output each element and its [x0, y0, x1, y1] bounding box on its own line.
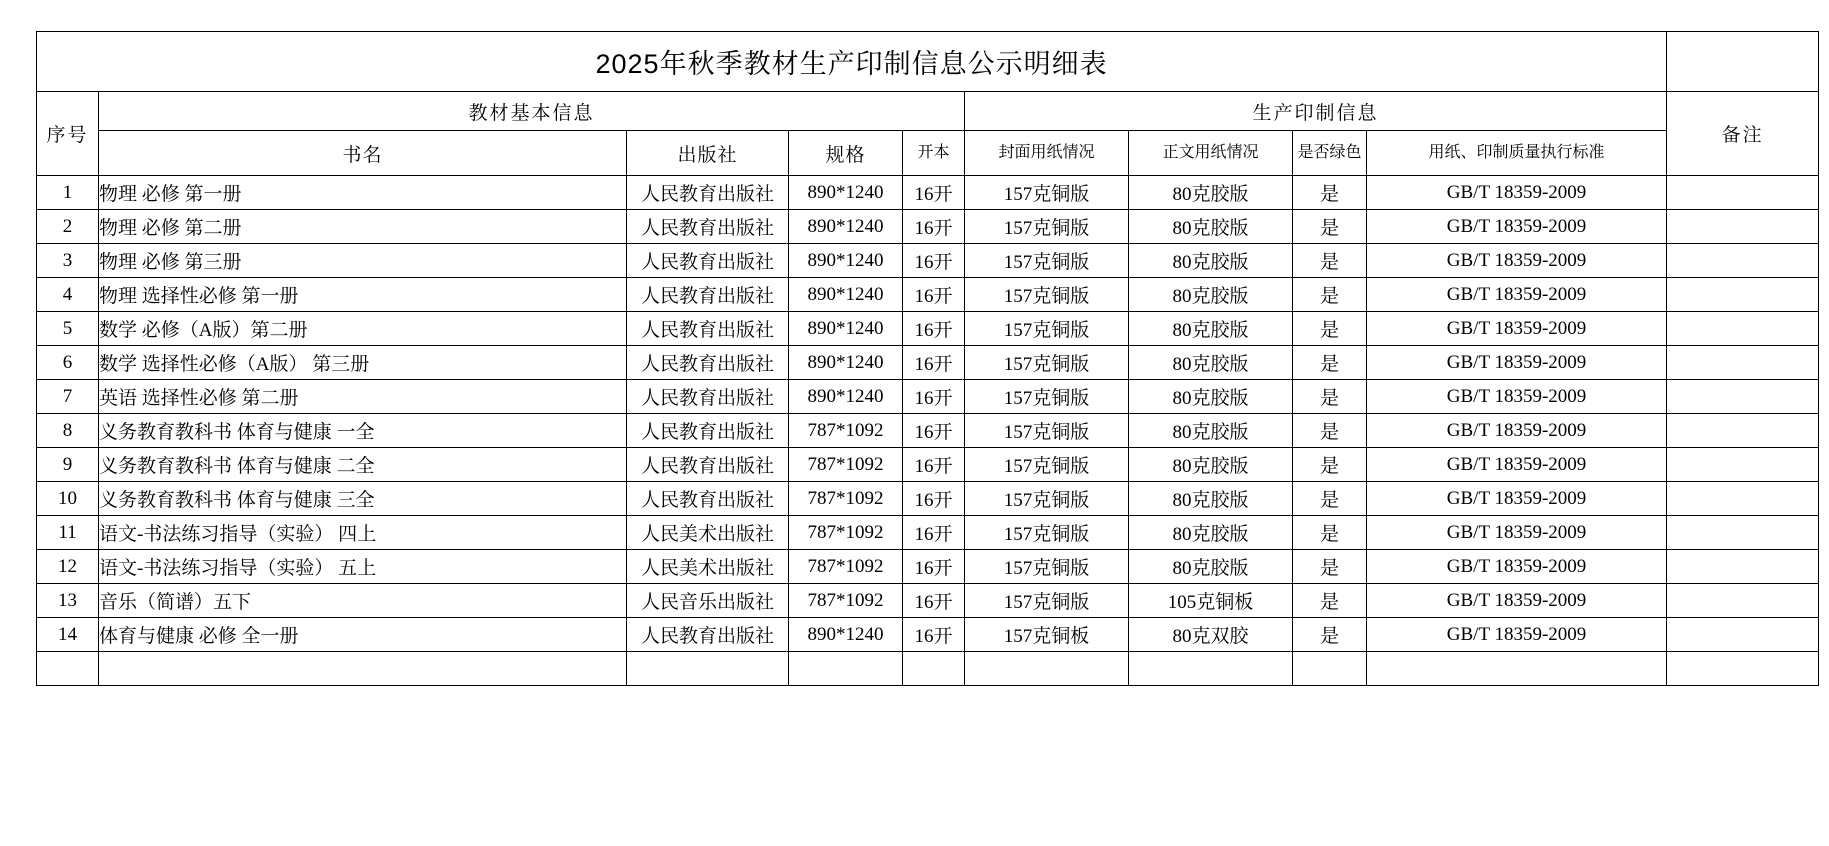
- cell-standard: GB/T 18359-2009: [1367, 414, 1667, 448]
- cell-text-paper: 80克胶版: [1129, 176, 1293, 210]
- cell-is-green: 是: [1293, 176, 1367, 210]
- cell-book-name: 物理 必修 第三册: [99, 244, 627, 278]
- cell-seq: 9: [37, 448, 99, 482]
- header-is-green: 是否绿色: [1293, 131, 1367, 176]
- title-row: [37, 32, 1819, 92]
- cell-cover-paper: 157克铜版: [965, 380, 1129, 414]
- cell-is-green: 是: [1293, 380, 1367, 414]
- cell-book-name: 义务教育教科书 体育与健康 一全: [99, 414, 627, 448]
- cell-remark: [1667, 584, 1819, 618]
- table-row: [37, 618, 1819, 652]
- cell-book-name: 物理 必修 第一册: [99, 176, 627, 210]
- cell-spec: 890*1240: [789, 380, 903, 414]
- cell-text-paper: 80克胶版: [1129, 346, 1293, 380]
- cell-book-name: 语文-书法练习指导（实验） 四上: [99, 516, 627, 550]
- cell-text-paper: 80克胶版: [1129, 448, 1293, 482]
- cell-is-green: 是: [1293, 482, 1367, 516]
- cell-remark: [1667, 414, 1819, 448]
- cell-format: 16开: [903, 244, 965, 278]
- cell-text-paper: [1129, 652, 1293, 686]
- cell-seq: 11: [37, 516, 99, 550]
- title-blank-cell: [1667, 32, 1819, 92]
- cell-cover-paper: 157克铜版: [965, 448, 1129, 482]
- cell-cover-paper: 157克铜板: [965, 618, 1129, 652]
- cell-book-name: 语文-书法练习指导（实验） 五上: [99, 550, 627, 584]
- table-row: [37, 346, 1819, 380]
- header-publisher: 出版社: [627, 131, 789, 176]
- cell-publisher: 人民美术出版社: [627, 516, 789, 550]
- cell-spec: 787*1092: [789, 584, 903, 618]
- cell-remark: [1667, 176, 1819, 210]
- cell-remark: [1667, 244, 1819, 278]
- table-row: [37, 176, 1819, 210]
- cell-seq: 4: [37, 278, 99, 312]
- cell-text-paper: 105克铜板: [1129, 584, 1293, 618]
- cell-seq: 3: [37, 244, 99, 278]
- cell-seq: 6: [37, 346, 99, 380]
- cell-standard: GB/T 18359-2009: [1367, 176, 1667, 210]
- cell-format: 16开: [903, 278, 965, 312]
- cell-seq: 2: [37, 210, 99, 244]
- cell-is-green: 是: [1293, 278, 1367, 312]
- cell-spec: 787*1092: [789, 414, 903, 448]
- cell-is-green: 是: [1293, 618, 1367, 652]
- cell-book-name: 物理 必修 第二册: [99, 210, 627, 244]
- cell-text-paper: 80克胶版: [1129, 278, 1293, 312]
- cell-remark: [1667, 652, 1819, 686]
- table-row: [37, 380, 1819, 414]
- cell-is-green: [1293, 652, 1367, 686]
- cell-book-name: 数学 必修（A版）第二册: [99, 312, 627, 346]
- table-row: [37, 414, 1819, 448]
- cell-standard: [1367, 652, 1667, 686]
- cell-standard: GB/T 18359-2009: [1367, 482, 1667, 516]
- cell-format: 16开: [903, 584, 965, 618]
- cell-seq: 1: [37, 176, 99, 210]
- cell-spec: 787*1092: [789, 516, 903, 550]
- cell-format: 16开: [903, 516, 965, 550]
- cell-spec: 787*1092: [789, 482, 903, 516]
- cell-format: 16开: [903, 482, 965, 516]
- cell-spec: [789, 652, 903, 686]
- cell-is-green: 是: [1293, 516, 1367, 550]
- cell-remark: [1667, 448, 1819, 482]
- cell-publisher: 人民教育出版社: [627, 244, 789, 278]
- cell-spec: 890*1240: [789, 244, 903, 278]
- cell-spec: 787*1092: [789, 448, 903, 482]
- cell-format: 16开: [903, 414, 965, 448]
- cell-book-name: [99, 652, 627, 686]
- header-spec: 规格: [789, 131, 903, 176]
- cell-cover-paper: [965, 652, 1129, 686]
- cell-text-paper: 80克胶版: [1129, 244, 1293, 278]
- cell-publisher: 人民教育出版社: [627, 448, 789, 482]
- cell-publisher: 人民美术出版社: [627, 550, 789, 584]
- cell-book-name: 义务教育教科书 体育与健康 三全: [99, 482, 627, 516]
- cell-seq: 10: [37, 482, 99, 516]
- cell-publisher: 人民教育出版社: [627, 380, 789, 414]
- cell-remark: [1667, 210, 1819, 244]
- cell-standard: GB/T 18359-2009: [1367, 448, 1667, 482]
- cell-cover-paper: 157克铜版: [965, 210, 1129, 244]
- cell-remark: [1667, 618, 1819, 652]
- cell-book-name: 物理 选择性必修 第一册: [99, 278, 627, 312]
- cell-remark: [1667, 380, 1819, 414]
- cell-standard: GB/T 18359-2009: [1367, 516, 1667, 550]
- cell-text-paper: 80克胶版: [1129, 550, 1293, 584]
- cell-is-green: 是: [1293, 312, 1367, 346]
- cell-publisher: 人民教育出版社: [627, 176, 789, 210]
- table-row: [37, 516, 1819, 550]
- cell-remark: [1667, 550, 1819, 584]
- table-row: [37, 482, 1819, 516]
- cell-remark: [1667, 312, 1819, 346]
- cell-publisher: 人民教育出版社: [627, 618, 789, 652]
- cell-cover-paper: 157克铜版: [965, 516, 1129, 550]
- table-row: [37, 550, 1819, 584]
- cell-standard: GB/T 18359-2009: [1367, 346, 1667, 380]
- table-row: [37, 244, 1819, 278]
- cell-book-name: 数学 选择性必修（A版） 第三册: [99, 346, 627, 380]
- cell-cover-paper: 157克铜版: [965, 346, 1129, 380]
- cell-publisher: 人民教育出版社: [627, 346, 789, 380]
- header-column-row: [37, 131, 1819, 176]
- cell-remark: [1667, 346, 1819, 380]
- cell-cover-paper: 157克铜版: [965, 584, 1129, 618]
- cell-seq: 13: [37, 584, 99, 618]
- cell-format: 16开: [903, 346, 965, 380]
- cell-book-name: 义务教育教科书 体育与健康 二全: [99, 448, 627, 482]
- header-book-name: 书名: [99, 131, 627, 176]
- table-row: [37, 584, 1819, 618]
- cell-cover-paper: 157克铜版: [965, 414, 1129, 448]
- cell-spec: 787*1092: [789, 550, 903, 584]
- cell-cover-paper: 157克铜版: [965, 550, 1129, 584]
- page-title: 2025年秋季教材生产印制信息公示明细表: [37, 32, 1667, 92]
- textbook-production-table: [36, 31, 1819, 686]
- cell-cover-paper: 157克铜版: [965, 244, 1129, 278]
- cell-standard: GB/T 18359-2009: [1367, 210, 1667, 244]
- cell-cover-paper: 157克铜版: [965, 312, 1129, 346]
- table-row: [37, 278, 1819, 312]
- cell-spec: 890*1240: [789, 346, 903, 380]
- cell-standard: GB/T 18359-2009: [1367, 550, 1667, 584]
- cell-format: 16开: [903, 210, 965, 244]
- cell-format: 16开: [903, 176, 965, 210]
- cell-standard: GB/T 18359-2009: [1367, 312, 1667, 346]
- cell-standard: GB/T 18359-2009: [1367, 380, 1667, 414]
- cell-publisher: 人民教育出版社: [627, 210, 789, 244]
- cell-seq: 5: [37, 312, 99, 346]
- cell-text-paper: 80克胶版: [1129, 210, 1293, 244]
- cell-text-paper: 80克胶版: [1129, 482, 1293, 516]
- header-text-paper: 正文用纸情况: [1129, 131, 1293, 176]
- cell-format: 16开: [903, 618, 965, 652]
- cell-is-green: 是: [1293, 414, 1367, 448]
- header-seq: 序号: [37, 92, 99, 176]
- cell-seq: 14: [37, 618, 99, 652]
- cell-text-paper: 80克胶版: [1129, 380, 1293, 414]
- header-cover-paper: 封面用纸情况: [965, 131, 1129, 176]
- cell-is-green: 是: [1293, 584, 1367, 618]
- cell-remark: [1667, 482, 1819, 516]
- cell-standard: GB/T 18359-2009: [1367, 278, 1667, 312]
- header-basic-info: 教材基本信息: [99, 92, 965, 131]
- cell-spec: 890*1240: [789, 278, 903, 312]
- cell-is-green: 是: [1293, 210, 1367, 244]
- cell-seq: 7: [37, 380, 99, 414]
- cell-text-paper: 80克胶版: [1129, 414, 1293, 448]
- cell-seq: 8: [37, 414, 99, 448]
- cell-spec: 890*1240: [789, 176, 903, 210]
- cell-book-name: 英语 选择性必修 第二册: [99, 380, 627, 414]
- cell-format: 16开: [903, 448, 965, 482]
- cell-publisher: 人民教育出版社: [627, 414, 789, 448]
- header-group-row: [37, 92, 1819, 131]
- cell-cover-paper: 157克铜版: [965, 176, 1129, 210]
- cell-publisher: 人民教育出版社: [627, 278, 789, 312]
- cell-standard: GB/T 18359-2009: [1367, 618, 1667, 652]
- cell-is-green: 是: [1293, 448, 1367, 482]
- cell-format: 16开: [903, 550, 965, 584]
- cell-is-green: 是: [1293, 346, 1367, 380]
- cell-text-paper: 80克双胶: [1129, 618, 1293, 652]
- table-row: [37, 210, 1819, 244]
- cell-is-green: 是: [1293, 550, 1367, 584]
- table-row: [37, 448, 1819, 482]
- cell-spec: 890*1240: [789, 312, 903, 346]
- header-format: 开本: [903, 131, 965, 176]
- cell-publisher: [627, 652, 789, 686]
- cell-is-green: 是: [1293, 244, 1367, 278]
- cell-format: [903, 652, 965, 686]
- cell-format: 16开: [903, 380, 965, 414]
- cell-text-paper: 80克胶版: [1129, 516, 1293, 550]
- cell-cover-paper: 157克铜版: [965, 482, 1129, 516]
- header-remark: 备注: [1667, 92, 1819, 176]
- header-production-info: 生产印制信息: [965, 92, 1667, 131]
- cell-publisher: 人民教育出版社: [627, 312, 789, 346]
- header-standard: 用纸、印制质量执行标准: [1367, 131, 1667, 176]
- cell-book-name: 体育与健康 必修 全一册: [99, 618, 627, 652]
- cell-publisher: 人民教育出版社: [627, 482, 789, 516]
- cell-spec: 890*1240: [789, 210, 903, 244]
- table-row-blank: [37, 652, 1819, 686]
- cell-seq: [37, 652, 99, 686]
- cell-standard: GB/T 18359-2009: [1367, 584, 1667, 618]
- cell-format: 16开: [903, 312, 965, 346]
- table-row: [37, 312, 1819, 346]
- cell-spec: 890*1240: [789, 618, 903, 652]
- cell-publisher: 人民音乐出版社: [627, 584, 789, 618]
- cell-remark: [1667, 516, 1819, 550]
- cell-seq: 12: [37, 550, 99, 584]
- cell-remark: [1667, 278, 1819, 312]
- cell-cover-paper: 157克铜版: [965, 278, 1129, 312]
- cell-standard: GB/T 18359-2009: [1367, 244, 1667, 278]
- cell-book-name: 音乐（简谱）五下: [99, 584, 627, 618]
- cell-text-paper: 80克胶版: [1129, 312, 1293, 346]
